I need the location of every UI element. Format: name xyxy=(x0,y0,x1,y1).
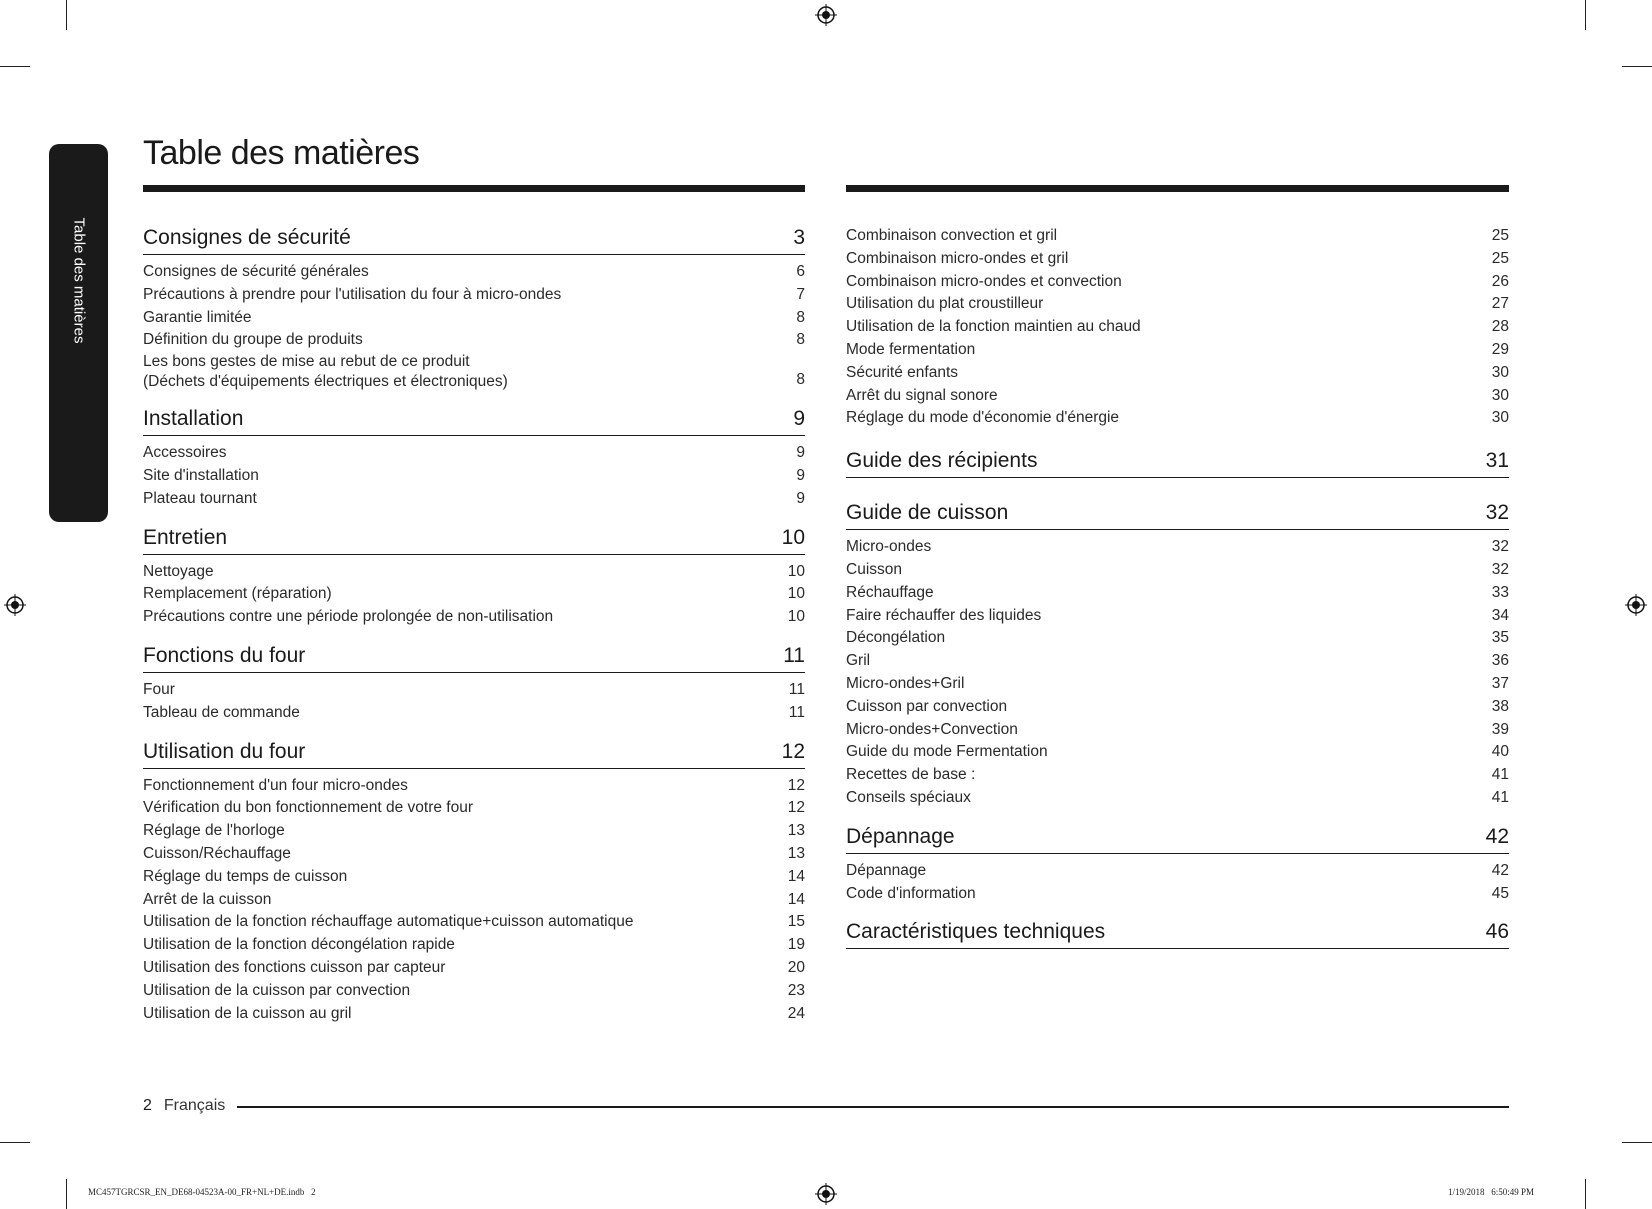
toc-entry[interactable] xyxy=(846,407,1509,430)
toc-entry[interactable] xyxy=(143,583,805,606)
toc-section-page: 46 xyxy=(1485,920,1509,944)
toc-entry-page: 26 xyxy=(1491,272,1509,290)
toc-right-column xyxy=(846,225,1509,971)
toc-entry-page: 8 xyxy=(796,371,805,389)
toc-entry[interactable] xyxy=(846,627,1509,650)
toc-entry[interactable] xyxy=(846,559,1509,582)
toc-entry-label: Combinaison convection et gril xyxy=(846,227,1058,244)
toc-entry[interactable] xyxy=(846,696,1509,719)
toc-section-page: 11 xyxy=(783,643,805,667)
toc-entry[interactable] xyxy=(846,764,1509,787)
toc-section-heading[interactable] xyxy=(143,406,805,436)
toc-entry[interactable] xyxy=(143,980,805,1003)
toc-entry-page: 28 xyxy=(1491,318,1509,336)
toc-entry-label: Dépannage xyxy=(846,861,927,879)
toc-entry[interactable] xyxy=(143,911,805,934)
crop-mark xyxy=(1585,0,1586,30)
toc-entry-label: Four xyxy=(143,680,175,698)
toc-entry-label: Arrêt de la cuisson xyxy=(143,890,272,908)
toc-entry-label: Accessoires xyxy=(143,444,227,462)
toc-entry-page: 23 xyxy=(787,981,805,999)
toc-entry-page: 14 xyxy=(787,890,805,908)
toc-entry-label: Guide du mode Fermentation xyxy=(846,743,1048,761)
toc-entry-page: 35 xyxy=(1491,629,1509,647)
toc-entry-page: 42 xyxy=(1491,861,1509,879)
toc-entry-page: 9 xyxy=(796,466,805,484)
crop-mark xyxy=(0,66,30,67)
toc-entry[interactable] xyxy=(846,248,1509,271)
toc-entry[interactable] xyxy=(143,261,805,284)
toc-entry-page: 10 xyxy=(787,562,805,580)
toc-section-heading[interactable] xyxy=(846,824,1509,854)
toc-entry-page: 32 xyxy=(1491,538,1509,556)
toc-section xyxy=(143,406,805,510)
toc-section xyxy=(846,824,1509,906)
side-tab xyxy=(49,144,108,522)
toc-entry-label: Remplacement (réparation) xyxy=(143,585,332,603)
toc-entry-page: 12 xyxy=(787,799,805,817)
toc-entry[interactable] xyxy=(143,889,805,912)
toc-section-heading[interactable] xyxy=(846,500,1509,530)
toc-entry-page: 10 xyxy=(787,608,805,626)
toc-entry-label: Micro-ondes+Gril xyxy=(846,674,965,692)
toc-entry-page: 11 xyxy=(788,680,805,698)
crop-mark xyxy=(0,1142,30,1143)
toc-entry[interactable] xyxy=(143,352,805,392)
toc-continued-entries xyxy=(846,225,1509,430)
toc-entry-page: 8 xyxy=(796,308,805,326)
toc-entry[interactable] xyxy=(846,605,1509,628)
toc-section-page: 31 xyxy=(1485,449,1509,473)
toc-entry[interactable] xyxy=(846,385,1509,408)
toc-section-title: Entretien xyxy=(143,525,228,549)
toc-entry-label: Utilisation de la fonction décongélation rapide xyxy=(143,936,455,954)
toc-entry-page: 34 xyxy=(1491,606,1509,624)
toc-entry-page: 7 xyxy=(796,285,805,303)
print-slug-file: MC457TGRCSR_EN_DE68-04523A-00_FR+NL+DE.indb 2 xyxy=(88,1187,316,1197)
toc-entry-label: Plateau tournant xyxy=(143,489,257,507)
toc-section-page: 9 xyxy=(793,407,805,431)
toc-entry-page: 29 xyxy=(1491,340,1509,358)
page-footer xyxy=(143,1097,1509,1115)
toc-entry-label: Réglage du temps de cuisson xyxy=(143,867,348,885)
toc-entry-page: 40 xyxy=(1491,743,1509,761)
toc-entry[interactable] xyxy=(846,673,1509,696)
toc-entry-page: 30 xyxy=(1491,409,1509,427)
toc-entry-label: Fonctionnement d'un four micro-ondes xyxy=(143,776,408,794)
toc-section xyxy=(143,225,805,392)
toc-section xyxy=(846,919,1509,949)
toc-entry-page: 8 xyxy=(796,331,805,349)
toc-section-title: Consignes de sécurité xyxy=(143,226,351,249)
toc-entry-page: 36 xyxy=(1491,652,1509,670)
toc-entry[interactable] xyxy=(143,957,805,980)
toc-entry-label: Définition du groupe de produits xyxy=(143,331,363,349)
toc-entry[interactable] xyxy=(846,225,1509,248)
toc-entry-page: 25 xyxy=(1491,227,1509,244)
toc-entry[interactable] xyxy=(846,339,1509,362)
toc-entry-label: Utilisation de la cuisson au gril xyxy=(143,1004,352,1022)
toc-entry[interactable] xyxy=(846,362,1509,385)
registration-mark-icon xyxy=(815,1183,837,1205)
toc-entry-page: 45 xyxy=(1491,884,1509,902)
toc-entry-page: 9 xyxy=(796,489,805,507)
toc-section-page: 42 xyxy=(1485,824,1509,848)
toc-entry[interactable] xyxy=(143,606,805,629)
toc-section xyxy=(143,643,805,725)
toc-entry-label: Utilisation de la fonction maintien au chaud xyxy=(846,318,1141,336)
toc-entry[interactable] xyxy=(143,934,805,957)
toc-entry-page: 6 xyxy=(796,263,805,280)
toc-section xyxy=(846,500,1509,810)
toc-entry-page: 20 xyxy=(787,958,805,976)
toc-entry-page: 30 xyxy=(1491,386,1509,404)
toc-entry-page: 25 xyxy=(1491,249,1509,267)
toc-entry-label: Vérification du bon fonctionnement de votre four xyxy=(143,799,474,817)
toc-entry[interactable] xyxy=(143,775,805,798)
toc-entry-page: 15 xyxy=(787,913,805,931)
toc-entry-page: 10 xyxy=(787,585,805,603)
toc-entry-page: 19 xyxy=(787,936,805,954)
page-number: 2 xyxy=(143,1097,152,1114)
toc-entry[interactable] xyxy=(846,719,1509,742)
toc-entry-label: Utilisation du plat croustilleur xyxy=(846,295,1044,313)
toc-entry-page: 33 xyxy=(1491,583,1509,601)
footer-rule xyxy=(237,1106,1509,1108)
toc-entry-label: Consignes de sécurité générales xyxy=(143,263,369,280)
toc-section xyxy=(143,525,805,629)
crop-mark xyxy=(1622,66,1652,67)
toc-entry[interactable] xyxy=(143,797,805,820)
toc-entry-page: 9 xyxy=(796,444,805,462)
title-rule-right xyxy=(846,185,1509,192)
registration-mark-icon xyxy=(1625,594,1647,616)
toc-entry-label: Les bons gestes de mise au rebut de ce produit (Déchets d'équipements électriques et électroniques) xyxy=(143,353,508,391)
toc-entry-label: Recettes de base : xyxy=(846,766,976,784)
print-slug-timestamp: 1/19/2018 6:50:49 PM xyxy=(1447,1187,1534,1197)
toc-entry[interactable] xyxy=(143,442,805,465)
toc-entry[interactable] xyxy=(143,284,805,307)
page-title: Table des matières xyxy=(143,134,420,172)
toc-entry-label: Nettoyage xyxy=(143,562,214,580)
toc-entry-page: 39 xyxy=(1491,720,1509,738)
toc-entry-label: Faire réchauffer des liquides xyxy=(846,606,1042,624)
toc-entry[interactable] xyxy=(143,465,805,488)
toc-section-heading[interactable] xyxy=(846,448,1509,478)
toc-entry[interactable] xyxy=(846,316,1509,339)
toc-section-heading[interactable] xyxy=(143,643,805,673)
toc-entry-label: Décongélation xyxy=(846,629,946,647)
toc-entry[interactable] xyxy=(143,679,805,702)
toc-entry-label: Site d'installation xyxy=(143,466,259,484)
toc-entry-page: 32 xyxy=(1491,560,1509,578)
toc-entry[interactable] xyxy=(143,329,805,352)
toc-section-title: Guide de cuisson xyxy=(846,501,1009,525)
toc-entry[interactable] xyxy=(143,1003,805,1026)
toc-entry[interactable] xyxy=(143,307,805,330)
toc-entry-label: Cuisson xyxy=(846,560,902,578)
toc-entry-label: Utilisation de la cuisson par convection xyxy=(143,981,411,999)
toc-entry-label: Utilisation de la fonction réchauffage automatique+cuisson automatique xyxy=(143,913,634,931)
toc-entry[interactable] xyxy=(846,293,1509,316)
toc-section-heading[interactable] xyxy=(143,525,805,555)
registration-mark-icon xyxy=(4,594,26,616)
toc-entry-label: Combinaison micro-ondes et convection xyxy=(846,272,1122,290)
toc-entry[interactable] xyxy=(143,488,805,511)
toc-section-title: Installation xyxy=(143,407,244,431)
toc-entry[interactable] xyxy=(846,650,1509,673)
crop-mark xyxy=(66,0,67,30)
crop-mark xyxy=(1585,1179,1586,1209)
toc-entry[interactable] xyxy=(846,582,1509,605)
toc-entry-label: Combinaison micro-ondes et gril xyxy=(846,249,1069,267)
toc-entry-label: Arrêt du signal sonore xyxy=(846,386,998,404)
registration-mark-icon xyxy=(815,4,837,26)
toc-entry-page: 37 xyxy=(1491,674,1509,692)
toc-entry[interactable] xyxy=(143,820,805,843)
side-tab-label: Table des matières xyxy=(70,217,87,344)
toc-section-heading[interactable] xyxy=(143,225,805,255)
toc-section-page: 32 xyxy=(1485,501,1509,525)
toc-entry[interactable] xyxy=(846,536,1509,559)
toc-section-title: Fonctions du four xyxy=(143,643,306,667)
footer-language: Français xyxy=(163,1097,226,1114)
toc-entry[interactable] xyxy=(846,741,1509,764)
toc-entry-label: Précautions à prendre pour l'utilisation du four à micro-ondes xyxy=(143,285,562,303)
toc-entry-page: 12 xyxy=(787,776,805,794)
toc-entry-label: Garantie limitée xyxy=(143,308,252,326)
toc-entry-label: Sécurité enfants xyxy=(846,363,959,381)
toc-entry-page: 24 xyxy=(787,1004,805,1022)
toc-entry-page: 30 xyxy=(1491,363,1509,381)
toc-entry-label: Mode fermentation xyxy=(846,340,976,358)
toc-entry-page: 41 xyxy=(1491,788,1509,806)
toc-entry-label: Micro-ondes+Convection xyxy=(846,720,1018,738)
toc-section-page: 3 xyxy=(793,226,805,249)
crop-mark xyxy=(1622,1142,1652,1143)
toc-entry-label: Gril xyxy=(846,652,871,670)
toc-entry[interactable] xyxy=(846,271,1509,294)
toc-entry-label: Réglage du mode d'économie d'énergie xyxy=(846,409,1120,427)
toc-section-page: 12 xyxy=(781,739,805,763)
toc-entry-label: Micro-ondes xyxy=(846,538,932,556)
toc-section-heading[interactable] xyxy=(846,919,1509,949)
toc-entry-label: Cuisson par convection xyxy=(846,697,1008,715)
toc-entry-label: Réchauffage xyxy=(846,583,934,601)
toc-section-title: Utilisation du four xyxy=(143,739,306,763)
toc-entry[interactable] xyxy=(143,843,805,866)
title-rule-left xyxy=(143,185,805,192)
toc-section xyxy=(143,739,805,1026)
toc-entry[interactable] xyxy=(846,787,1509,810)
toc-entry-label: Tableau de commande xyxy=(143,703,300,721)
toc-entry[interactable] xyxy=(846,860,1509,883)
toc-entry-page: 14 xyxy=(787,867,805,885)
toc-section-title: Guide des récipients xyxy=(846,449,1038,473)
toc-entry[interactable] xyxy=(143,866,805,889)
toc-entry-page: 38 xyxy=(1491,697,1509,715)
toc-entry-page: 27 xyxy=(1491,295,1509,313)
toc-section-title: Dépannage xyxy=(846,824,955,848)
toc-entry-label: Précautions contre une période prolongée de non-utilisation xyxy=(143,608,554,626)
toc-entry-page: 41 xyxy=(1491,766,1509,784)
toc-entry-page: 11 xyxy=(788,703,805,721)
crop-mark xyxy=(66,1179,67,1209)
toc-entry-label: Code d'information xyxy=(846,884,976,902)
toc-entry[interactable] xyxy=(846,883,1509,906)
toc-section-title: Caractéristiques techniques xyxy=(846,920,1106,944)
toc-entry-page: 13 xyxy=(787,822,805,840)
toc-section-heading[interactable] xyxy=(143,739,805,769)
toc-section-page: 10 xyxy=(781,525,805,549)
toc-entry[interactable] xyxy=(143,561,805,584)
toc-section xyxy=(846,448,1509,478)
toc-entry-label: Conseils spéciaux xyxy=(846,788,971,806)
toc-entry[interactable] xyxy=(143,702,805,725)
toc-entry-page: 13 xyxy=(787,844,805,862)
toc-entry-label: Utilisation des fonctions cuisson par capteur xyxy=(143,958,446,976)
toc-left-column xyxy=(143,225,805,1039)
toc-entry-label: Cuisson/Réchauffage xyxy=(143,844,291,862)
toc-entry-label: Réglage de l'horloge xyxy=(143,822,285,840)
